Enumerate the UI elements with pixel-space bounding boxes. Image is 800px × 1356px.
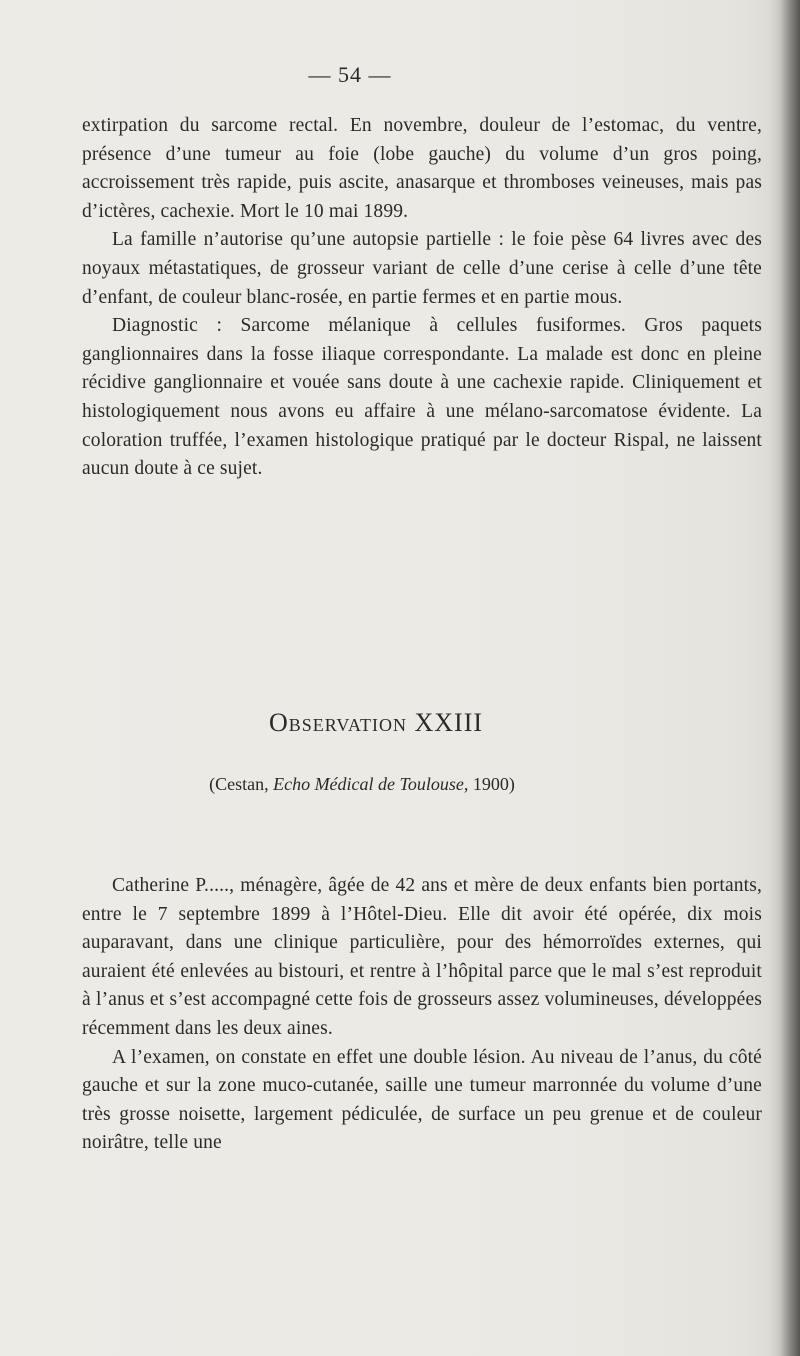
paragraph-examination: A l’examen, on constate en effet une double lésion. Au niveau de l’anus, du côté gauche et sur la zone muco-cutanée, saille une tumeur marronnée du volume d’une très grosse noisette, largement pédiculée, de surface un peu grenue et de couleur noirâtre, telle une — [82, 1046, 762, 1154]
top-text-block — [82, 112, 762, 484]
citation-author: (Cestan, — [209, 774, 274, 794]
paragraph-patient-history: Catherine P....., ménagère, âgée de 42 ans et mère de deux enfants bien portants, entre le 7 septembre 1899 à l’Hôtel-Dieu. Elle dit avoir été opérée, dix mois auparavant, dans une clinique particulière, pour des hémorroïdes externes, qui auraient été enlevées au bistouri, et rentre à l’hôpital parce que le mal s’est reproduit à l’anus et s’est accompagné cette fois de grosseurs assez volumineuses, développées récemment dans les deux aines. — [82, 875, 762, 1039]
citation-journal: Echo Médical de Toulouse, — [273, 774, 469, 794]
observation-citation — [0, 774, 762, 795]
observation-title: Observation XXIII — [268, 708, 484, 737]
citation-year: 1900) — [468, 774, 515, 794]
page-binding-shadow — [768, 0, 800, 1356]
page-number: — 54 — — [308, 62, 392, 87]
bottom-text-block — [82, 872, 762, 1158]
paragraph-diagnosis: Diagnostic : Sarcome mélanique à cellules fusiformes. Gros paquets ganglionnaires dans la fosse iliaque correspondante. La malade est donc en pleine récidive ganglionnaire et vouée sans doute à une cachexie rapide. Cliniquement et histologiquement nous avons eu affaire à une mélano-sarcomatose évidente. La coloration truffée, l’examen histologique pratiqué par le docteur Rispal, ne laissent aucun doute à ce sujet. — [82, 315, 762, 480]
paragraph-continuation: extirpation du sarcome rectal. En novembre, douleur de l’estomac, du ventre, présence d’une tumeur au foie (lobe gauche) du volume d’un gros poing, accroissement très rapide, puis ascite, anasarque et thromboses veineuses, mais pas d’ictères, cachexie. Mort le 10 mai 1899. — [82, 115, 762, 222]
paragraph-autopsy: La famille n’autorise qu’une autopsie partielle : le foie pèse 64 livres avec des noyaux métastatiques, de grosseur variant de celle d’une cerise à celle d’une tête d’enfant, de couleur blanc-rosée, en partie fermes et en partie mous. — [82, 229, 762, 308]
